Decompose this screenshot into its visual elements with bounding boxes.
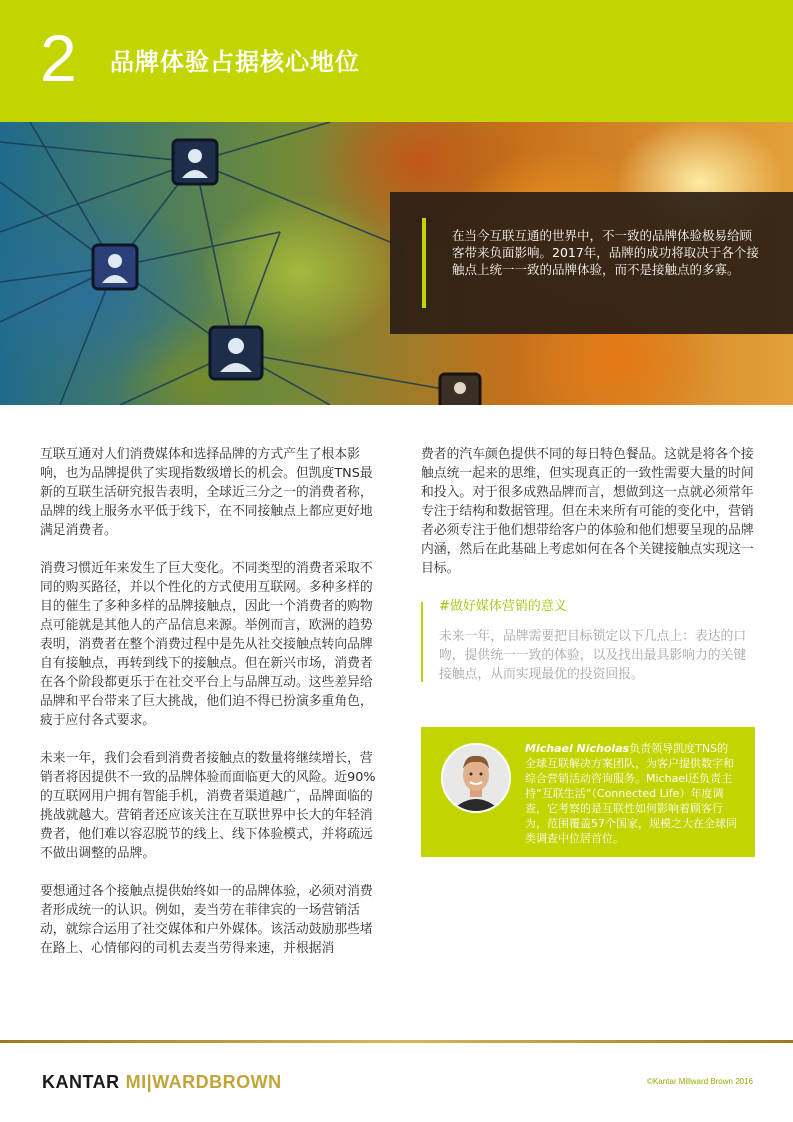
kantar-millward-brown-logo <box>42 1071 282 1093</box>
pull-quote-text: 在当今互联互通的世界中，不一致的品牌体验极易给顾客带来负面影响。2017年，品牌的成功将取决于各个接触点上统一一致的品牌体验，而不是接触点的多寡。 <box>452 228 759 277</box>
left-column <box>40 445 382 977</box>
bio-description: 负责领导凯度TNS的全球互联解决方案团队，为客户提供数字和综合营销活动咨询服务。Michael还负责主持“互联生活”（Connected Life）年度调查，它考察的是互联性如何影响着顾客行为，范围覆盖57个国家，规模之大在全球同类调查中位居首位。 <box>525 742 737 845</box>
avatar-photo <box>441 743 511 813</box>
footer-divider <box>0 1040 793 1043</box>
paragraph: 互联互通对人们消费媒体和选择品牌的方式产生了根本影响，也为品牌提供了实现指数级增长的机会。但凯度TNS最新的互联生活研究报告表明，全球近三分之一的消费者称，品牌的线上服务水平低于线下，在不同接触点上都应更好地满足消费者。 <box>40 447 373 538</box>
right-column <box>421 445 755 597</box>
paragraph: 消费习惯近年来发生了巨大变化。不同类型的消费者采取不同的购买路径，并以个性化的方式使用互联网。多种多样的目的催生了多种多样的品牌接触点，因此一个消费者的购物点可能就是其他人的产品信息来源。举例而言，欧洲的趋势表明，消费者在整个消费过程中是先从社交接触点转向品牌自有接触点，再转到线下的接触点。但在新兴市场，消费者在各个阶段都更乐于在社交平台上与品牌互动。这些差异给品牌和平台带来了巨大挑战，他们迫不得已扮演多重角色，疲于应付各式要求。 <box>40 561 373 728</box>
pull-quote-box <box>390 192 793 334</box>
section-number: 2 <box>40 21 77 95</box>
person-node-icon <box>93 245 137 289</box>
person-node-icon <box>173 140 217 184</box>
paragraph: 要想通过各个接触点提供始终如一的品牌体验，必须对消费者形成统一的认识。例如，麦当劳在菲律宾的一场营销活动，就综合运用了社交媒体和户外媒体。该活动鼓励那些堵在路上、心情郁闷的司机去麦当劳得来速，并根据消 <box>40 884 373 956</box>
paragraph: 未来一年，我们会看到消费者接触点的数量将继续增长，营销者将因提供不一致的品牌体验而面临更大的风险。近90%的互联网用户拥有智能手机，消费者渠道越广，品牌面临的挑战就越大。营销者还应该关注在互联世界中长大的年轻消费者，他们难以容忍脱节的线上、线下体验模式，并将疏远不做出调整的品牌。 <box>40 751 376 861</box>
logo-millwardbrown: MI|WARDBROWN <box>125 1072 282 1092</box>
person-node-icon <box>210 327 262 379</box>
hashtag-text: 未来一年，品牌需要把目标锁定以下几点上：表达的口吻，提供统一一致的体验，以及找出最具影响力的关键接触点，从而实现最优的投资回报。 <box>439 629 747 682</box>
hashtag-callout <box>421 597 755 687</box>
hero-image <box>0 122 793 405</box>
section-title: 品牌体验占据核心地位 <box>110 48 360 76</box>
bio-name: Michael Nicholas <box>525 742 630 755</box>
hashtag-title: #做好媒体营销的意义 <box>439 599 567 614</box>
bio-text <box>525 741 737 846</box>
copyright-notice: ©Kantar Millward Brown 2016 <box>647 1077 753 1086</box>
callout-accent-bar <box>421 602 423 682</box>
author-bio-box <box>421 727 755 857</box>
logo-kantar: KANTAR <box>42 1072 120 1092</box>
paragraph: 费者的汽车颜色提供不同的每日特色餐品。这就是将各个接触点统一起来的思维，但实现真正的一致性需要大量的时间和投入。对于很多成熟品牌而言，想做到这一点就必须常年专注于结构和数据管理。但在未来所有可能的变化中，营销者必须专注于他们想带给客户的体验和他们想要呈现的品牌内涵，然后在此基础上考虑如何在各个关键接触点实现这一目标。 <box>421 447 754 576</box>
person-node-icon <box>440 374 480 405</box>
page-header <box>0 0 793 122</box>
quote-accent-bar <box>422 218 426 308</box>
